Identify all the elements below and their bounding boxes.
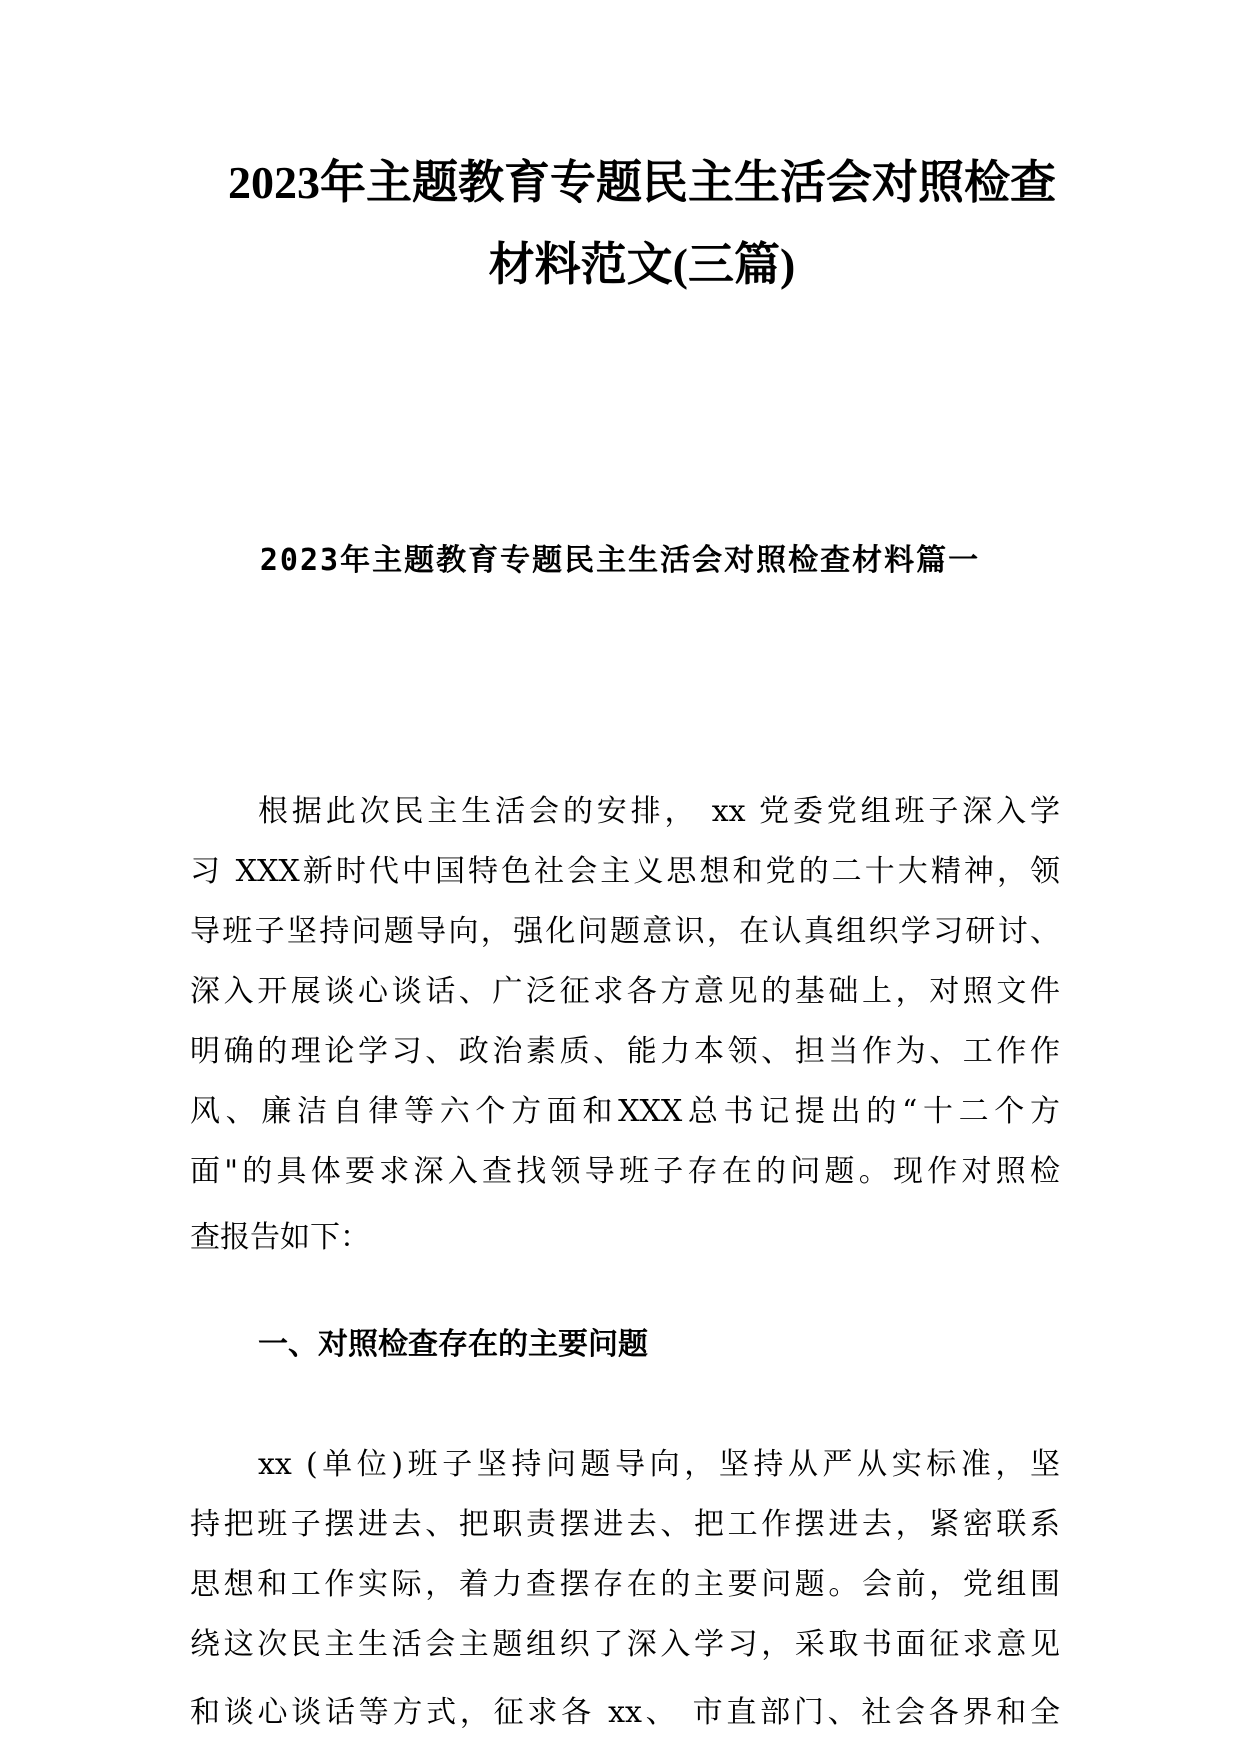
paragraph-1-line-1: 根据此次民主生活会的安排， xx 党委党组班子深入学 xyxy=(258,794,1060,829)
paragraph-2-line-2: 持把班子摆进去、把职责摆进去、把工作摆进去，紧密联系 xyxy=(190,1507,1060,1542)
paragraph-1-line-4: 深入开展谈心谈话、广泛征求各方意见的基础上，对照文件 xyxy=(190,974,1060,1009)
paragraph-2-line-5: 和谈心谈话等方式，征求各 xx、 市直部门、社会各界和全 xyxy=(190,1695,1060,1730)
document-title-line-2: 材料范文(三篇) xyxy=(488,239,796,290)
paragraph-2-line-4: 绕这次民主生活会主题组织了深入学习，采取书面征求意见 xyxy=(190,1627,1060,1662)
section-title: 2023年主题教育专题民主生活会对照检查材料篇一 xyxy=(259,543,981,578)
paragraph-1-line-7: 面"的具体要求深入查找领导班子存在的问题。现作对照检 xyxy=(190,1154,1060,1189)
section-heading-1: 一、对照检查存在的主要问题 xyxy=(258,1327,648,1362)
paragraph-1-line-3: 导班子坚持问题导向，强化问题意识，在认真组织学习研讨、 xyxy=(190,914,1060,949)
document-title-line-1: 2023年主题教育专题民主生活会对照检查 xyxy=(228,157,1056,208)
paragraph-1-line-8: 查报告如下： xyxy=(190,1220,370,1255)
paragraph-1-line-2: 习 XXX新时代中国特色社会主义思想和党的二十大精神，领 xyxy=(190,854,1060,889)
paragraph-2-line-1: xx (单位)班子坚持问题导向，坚持从严从实标准，坚 xyxy=(258,1447,1060,1482)
paragraph-1-line-6: 风、廉洁自律等六个方面和XXX总书记提出的“十二个方 xyxy=(190,1094,1060,1129)
paragraph-2-line-3: 思想和工作实际，着力查摆存在的主要问题。会前，党组围 xyxy=(190,1567,1060,1602)
paragraph-1-line-5: 明确的理论学习、政治素质、能力本领、担当作为、工作作 xyxy=(190,1034,1060,1069)
